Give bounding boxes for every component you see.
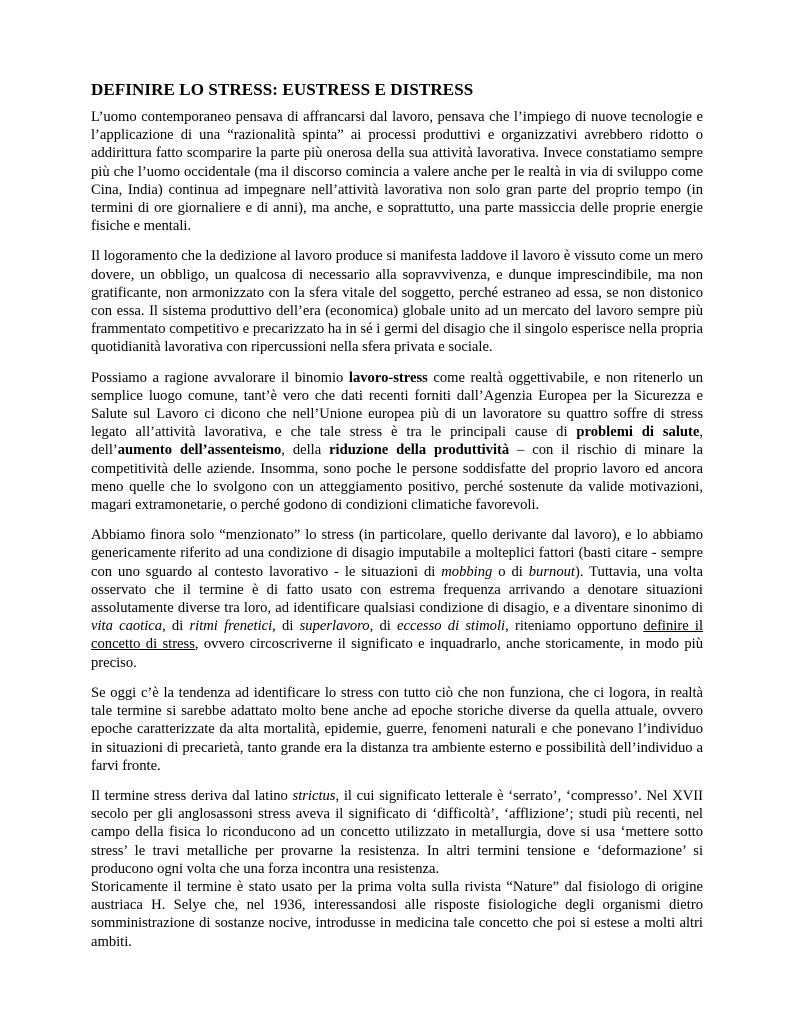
text-segment: Il termine stress deriva dal latino (91, 787, 293, 804)
text-segment: superlavoro (299, 618, 370, 635)
text-segment: , della (281, 442, 330, 459)
paragraph-1 (91, 108, 703, 235)
text-segment: Il logoramento che la dedizione al lavoro produce si manifesta laddove il lavoro è vissuto come un mero dovere, un obbligo, un qualcosa di necessario alla sopravvivenza, e dunque imprescindibile, ma non gratificante, non armonizzato con la sfera vitale del soggetto, perché estraneo ad essa, se non distonico con essa. Il sistema produttivo dell’era (economica) globale unito ad un mercato del lavoro sempre più frammentato competitivo e precarizzato ha in sé i germi del disagio che il singolo esperisce nella propria quotidianità lavorativa con ripercussioni nella sfera privata e sociale. (91, 248, 703, 356)
text-segment: Possiamo a ragione avvalorare il binomio (91, 369, 349, 386)
paragraph-3 (91, 369, 703, 515)
text-segment: , di (162, 618, 190, 635)
text-segment: ritmi frenetici (189, 618, 273, 635)
text-segment: Se oggi c’è la tendenza ad identificare lo stress con tutto ciò che non funziona, che ci logora, in realtà tale termine si sarebbe adattato molto bene anche ad epoche storiche diverse da quella attuale, ovvero epoche caratterizzate da alta mortalità, epidemie, guerre, fenomeni naturali e che ponevano l’individuo in situazioni di precarietà, tanto grande era la distanza tra ambiente esterno e possibilità dell’individuo a farvi fronte. (91, 684, 703, 774)
paragraph-7 (91, 878, 703, 951)
text-segment: , il cui significato letterale è ‘serrato’, ‘compresso’. Nel XVII secolo per gli anglosassoni stress aveva il significato di ‘difficoltà’, ‘afflizione’; studi più recenti, nel campo della fisica lo riconducono ad un concetto utilizzato in metallurgia, dove si usa ‘mettere sotto stress’ le travi metalliche per provarne la resistenza. In altri termini tensione e ‘deformazione’ si producono ogni volta che una forza incontra una resistenza. (91, 787, 703, 877)
text-segment: , di (369, 618, 398, 635)
paragraph-6 (91, 787, 703, 878)
text-segment: L’uomo contemporaneo pensava di affrancarsi dal lavoro, pensava che l’impiego di nuove tecnologie e l’applicazione di una “razionalità spinta” ai processi produttivi e organizzativi avrebbero ridotto o addirittura fatto scomparire la parte più onerosa della sua attività lavorativa. Invece constatiamo sempre più che l’uomo occidentale (ma il discorso comincia a valere anche per le realtà in via di sviluppo come Cina, India) continua ad impegnare nell’attività lavorativa non solo gran parte del proprio tempo (in termini di ore giornaliere e di anni), ma anche, e soprattutto, una parte massiccia delle proprie energie fisiche e mentali. (91, 109, 703, 235)
text-segment: eccesso di stimoli (397, 618, 506, 635)
text-segment: burnout (528, 563, 575, 580)
document-title: DEFINIRE LO STRESS: EUSTRESS E DISTRESS (91, 80, 474, 99)
text-segment: Storicamente il termine è stato usato per la prima volta sulla rivista “Nature” dal fisiologo di origine austriaca H. Selye che, nel 1936, interessandosi alle risposte fisiologiche degli organismi dietro somministrazione di sostanze nocive, introdusse in medicina tale concetto che poi si estese a molti altri ambiti. (91, 878, 703, 950)
text-segment: strictus (292, 787, 336, 804)
text-segment: , riteniamo opportuno (505, 618, 644, 635)
text-segment: – con il rischio di minare la competitività delle aziende. Insomma, sono poche le persone soddisfatte del proprio lavoro ed ancora meno quelle che lo svolgono con un atteggiamento positivo, perché sostenute da valide motivazioni, magari extramonetarie, o perché godono di condizioni climatiche favorevoli. (91, 442, 703, 514)
document-page (91, 80, 703, 963)
text-segment: definire il concetto di stress (91, 618, 703, 653)
document-body (91, 108, 703, 951)
text-segment: Abbiamo finora solo “menzionato” lo stress (in particolare, quello derivante dal lavoro), e lo abbiamo genericamente riferito ad una condizione di disagio imputabile a molteplici fattori (basti citare - sempre con uno sguardo al contesto lavorativo - le situazioni di (91, 527, 703, 580)
text-segment: ). Tuttavia, una volta osservato che il termine è di fatto usato con estrema frequenza arrivando a denotare situazioni assolutamente diverse tra loro, ad identificare qualsiasi condizione di disagio, e a diventare sinonimo di (91, 563, 704, 617)
text-segment: problemi di salute (576, 424, 700, 441)
paragraph-4 (91, 526, 703, 672)
text-segment: aumento dell’assenteismo (117, 442, 282, 459)
text-segment: , ovvero circoscriverne il significato e inquadrarlo, anche storicamente, in modo più preciso. (91, 636, 703, 671)
paragraph-5 (91, 684, 703, 775)
text-segment: lavoro-stress (348, 369, 428, 386)
text-segment: o di (492, 563, 529, 580)
text-segment: mobbing (441, 563, 493, 580)
paragraph-2 (91, 247, 703, 356)
text-segment: , di (272, 618, 300, 635)
text-segment: riduzione della produttività (329, 442, 510, 459)
text-segment: vita caotica (91, 618, 163, 635)
text-segment: come realtà oggettivabile, e non ritenerlo un semplice luogo comune, tant’è vero che dati recenti forniti dall’Agenzia Europea per la Sicurezza e Salute sul Lavoro ci dicono che nell’Unione europea più di un lavoratore su quattro soffre di stress legato all’attività lavorativa, e che tale stress è tra le principali cause di (91, 369, 703, 441)
text-segment: , dell’ (91, 424, 703, 459)
